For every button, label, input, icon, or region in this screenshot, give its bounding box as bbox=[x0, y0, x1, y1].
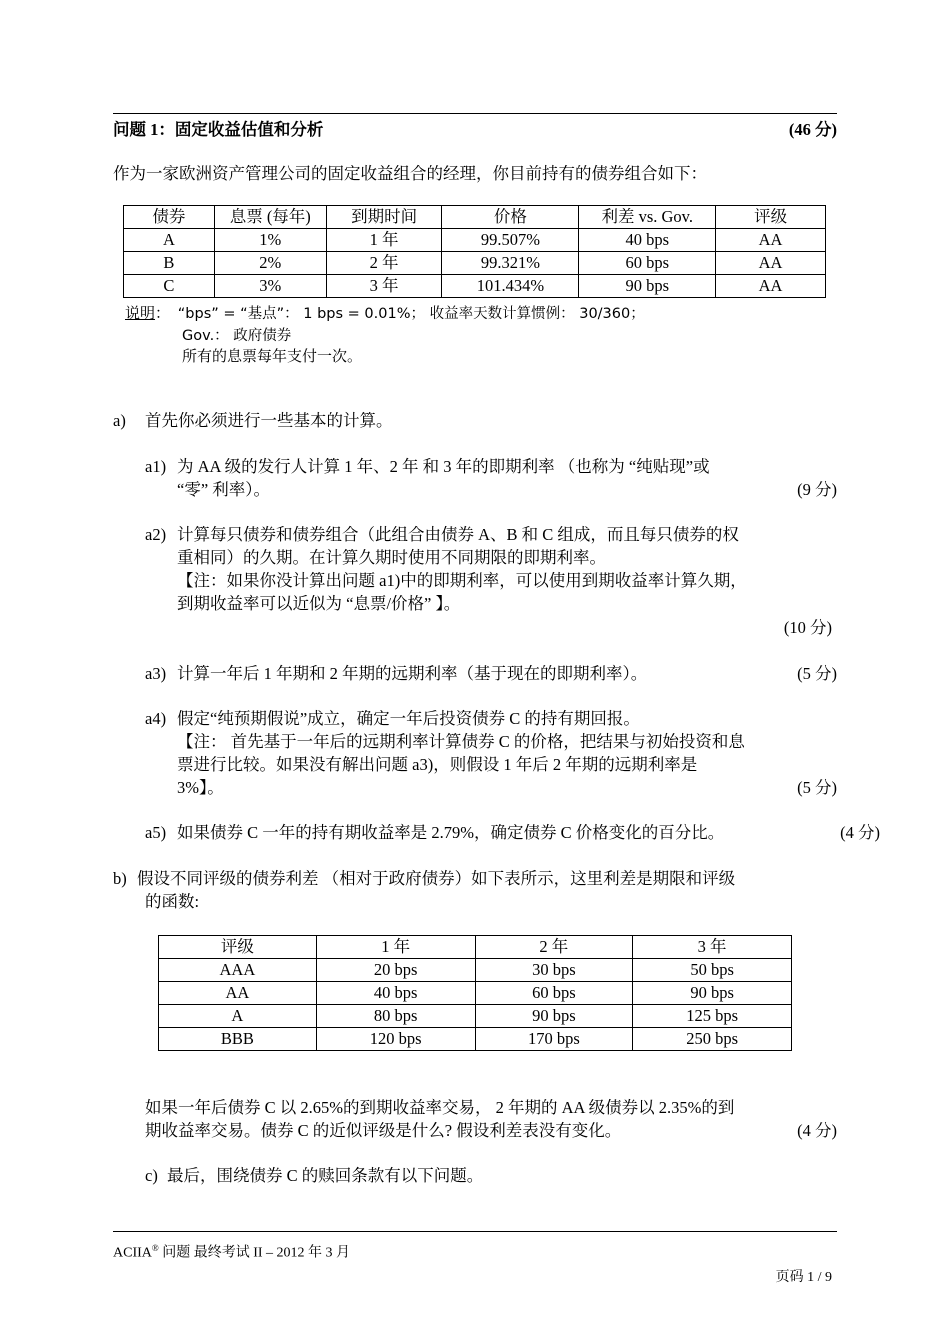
spread-table-cell: 90 bps bbox=[633, 982, 792, 1005]
bond-table-header-cell: 价格 bbox=[442, 206, 579, 229]
spread-table-row bbox=[159, 959, 792, 982]
spread-table-cell: 50 bps bbox=[633, 959, 792, 982]
question-title: 问题 1：固定收益估值和分析 bbox=[113, 120, 324, 139]
footer-left bbox=[113, 1238, 350, 1264]
bond-table-header-cell: 利差 vs. Gov. bbox=[579, 206, 716, 229]
bond-table-cell: 1% bbox=[214, 229, 326, 252]
a2-line-2: 重相同）的久期。在计算久期时使用不同期限的即期利率。 bbox=[177, 548, 606, 567]
page-number: 页码 1 / 9 bbox=[775, 1270, 832, 1285]
spread-table-header-cell: 1 年 bbox=[316, 936, 475, 959]
bond-table-cell: 90 bps bbox=[579, 275, 716, 298]
bond-table-cell: AA bbox=[716, 252, 826, 275]
question-points: (46 分) bbox=[788, 120, 837, 139]
a2-line-1: 计算每只债券和债券组合（此组合由债券 A、B 和 C 组成，而且每只债券的权 bbox=[177, 525, 739, 544]
spread-table-cell: 30 bps bbox=[475, 959, 633, 982]
bond-table-header-row bbox=[124, 206, 826, 229]
bond-table-cell: 2% bbox=[214, 252, 326, 275]
bond-table-row bbox=[124, 275, 826, 298]
spread-table-cell: A bbox=[159, 1005, 317, 1028]
bond-table-cell: 2 年 bbox=[326, 252, 442, 275]
a5-line-1: 如果债券 C 一年的持有期收益率是 2.79%，确定债券 C 价格变化的百分比。 bbox=[177, 823, 725, 842]
bond-table bbox=[123, 205, 826, 298]
a4-line-2: 【注： 首先基于一年后的远期利率计算债券 C 的价格，把结果与初始投资和息 bbox=[177, 732, 745, 751]
a1-points: (9 分) bbox=[797, 480, 837, 499]
bond-table-cell: AA bbox=[716, 229, 826, 252]
spread-table-row bbox=[159, 982, 792, 1005]
footer-registered: ® bbox=[151, 1243, 159, 1253]
a1-line-1: 为 AA 级的发行人计算 1 年、2 年 和 3 年的即期利率 （也称为 “纯贴现”或 bbox=[177, 457, 710, 476]
bond-table-row bbox=[124, 252, 826, 275]
spread-table-cell: 125 bps bbox=[633, 1005, 792, 1028]
a2-points: (10 分) bbox=[783, 618, 832, 637]
bond-table-cell: 99.321% bbox=[442, 252, 579, 275]
spread-table-cell: 80 bps bbox=[316, 1005, 475, 1028]
bond-table-cell: A bbox=[124, 229, 215, 252]
qc-text: 最后，围绕债券 C 的赎回条款有以下问题。 bbox=[167, 1166, 484, 1185]
bond-table-cell: 101.434% bbox=[442, 275, 579, 298]
notes-colon: ： bbox=[155, 306, 171, 322]
spread-table-header-row bbox=[159, 936, 792, 959]
a1-line-2: “零” 利率）。 bbox=[177, 480, 271, 499]
notes-definitions: “bps” = “基点”： 1 bps = 0.01%； 收益率天数计算惯例： 30/360； bbox=[177, 306, 645, 322]
b-question-points: (4 分) bbox=[797, 1121, 837, 1140]
a4-line-4: 3%】。 bbox=[177, 778, 224, 797]
spread-table bbox=[158, 935, 792, 1051]
a3-label: a3) bbox=[145, 664, 167, 683]
spread-table-header-cell: 评级 bbox=[159, 936, 317, 959]
bond-table-cell: 99.507% bbox=[442, 229, 579, 252]
spread-table-cell: 90 bps bbox=[475, 1005, 633, 1028]
notes-line-1 bbox=[125, 304, 645, 324]
a5-points: (4 分) bbox=[840, 823, 880, 842]
a2-line-4: 到期收益率可以近似为 “息票/价格” 】。 bbox=[177, 594, 461, 613]
bond-table-cell: 60 bps bbox=[579, 252, 716, 275]
bond-table-cell: 3 年 bbox=[326, 275, 442, 298]
spread-table-cell: 60 bps bbox=[475, 982, 633, 1005]
notes-label: 说明 bbox=[125, 306, 156, 322]
qc-label: c) bbox=[145, 1166, 158, 1185]
spread-table-cell: 250 bps bbox=[633, 1028, 792, 1051]
qb-label: b) bbox=[113, 869, 127, 888]
bond-table-cell: 40 bps bbox=[579, 229, 716, 252]
qb-line-1: 假设不同评级的债券利差 （相对于政府债券）如下表所示，这里利差是期限和评级 bbox=[137, 869, 736, 888]
spread-table-cell: AAA bbox=[159, 959, 317, 982]
b-question-line-1: 如果一年后债券 C 以 2.65%的到期收益率交易， 2 年期的 AA 级债券以 2.35%的到 bbox=[145, 1098, 735, 1117]
bond-table-cell: AA bbox=[716, 275, 826, 298]
spread-table-cell: 170 bps bbox=[475, 1028, 633, 1051]
a5-label: a5) bbox=[145, 823, 167, 842]
a3-line-1: 计算一年后 1 年期和 2 年期的远期利率（基于现在的即期利率）。 bbox=[177, 664, 648, 683]
spread-table-cell: 20 bps bbox=[316, 959, 475, 982]
qa-text: 首先你必须进行一些基本的计算。 bbox=[145, 411, 393, 430]
bond-table-cell: 3% bbox=[214, 275, 326, 298]
spread-table-cell: AA bbox=[159, 982, 317, 1005]
bond-table-header-cell: 评级 bbox=[716, 206, 826, 229]
a2-line-3: 【注：如果你没计算出问题 a1)中的即期利率，可以使用到期收益率计算久期， bbox=[177, 571, 747, 590]
a4-points: (5 分) bbox=[797, 778, 837, 797]
qa-label: a) bbox=[113, 411, 126, 430]
a4-label: a4) bbox=[145, 709, 167, 728]
a2-label: a2) bbox=[145, 525, 167, 544]
a1-label: a1) bbox=[145, 457, 167, 476]
notes-line-2 bbox=[182, 326, 291, 346]
spread-table-header-cell: 2 年 bbox=[475, 936, 633, 959]
a3-points: (5 分) bbox=[797, 664, 837, 683]
bond-table-row bbox=[124, 229, 826, 252]
footer-text: 问题 最终考试 II – 2012 年 3 月 bbox=[158, 1245, 351, 1261]
spread-table-row bbox=[159, 1028, 792, 1051]
spread-table-cell: BBB bbox=[159, 1028, 317, 1051]
notes-gov: Gov.： 政府债券 bbox=[182, 328, 292, 344]
bond-table-cell: C bbox=[124, 275, 215, 298]
qb-line-2: 的函数: bbox=[145, 892, 200, 911]
footer-rule bbox=[113, 1231, 837, 1232]
spread-table-row bbox=[159, 1005, 792, 1028]
spread-table-header-cell: 3 年 bbox=[633, 936, 792, 959]
footer-brand: ACIIA bbox=[113, 1245, 152, 1261]
a4-line-1: 假定“纯预期假说”成立，确定一年后投资债券 C 的持有期回报。 bbox=[177, 709, 640, 728]
bond-table-header-cell: 到期时间 bbox=[326, 206, 442, 229]
intro-text: 作为一家欧洲资产管理公司的固定收益组合的经理，你目前持有的债券组合如下： bbox=[113, 164, 707, 183]
spread-table-cell: 40 bps bbox=[316, 982, 475, 1005]
spread-table-cell: 120 bps bbox=[316, 1028, 475, 1051]
top-rule bbox=[113, 113, 837, 114]
bond-table-cell: 1 年 bbox=[326, 229, 442, 252]
a4-line-3: 票进行比较。如果没有解出问题 a3)，则假设 1 年后 2 年期的远期利率是 bbox=[177, 755, 698, 774]
bond-table-cell: B bbox=[124, 252, 215, 275]
bond-table-header-cell: 息票 (每年) bbox=[214, 206, 326, 229]
bond-table-header-cell: 债券 bbox=[124, 206, 215, 229]
b-question-line-2: 期收益率交易。债券 C 的近似评级是什么? 假设利差表没有变化。 bbox=[145, 1121, 622, 1140]
notes-line-3: 所有的息票每年支付一次。 bbox=[182, 349, 363, 365]
